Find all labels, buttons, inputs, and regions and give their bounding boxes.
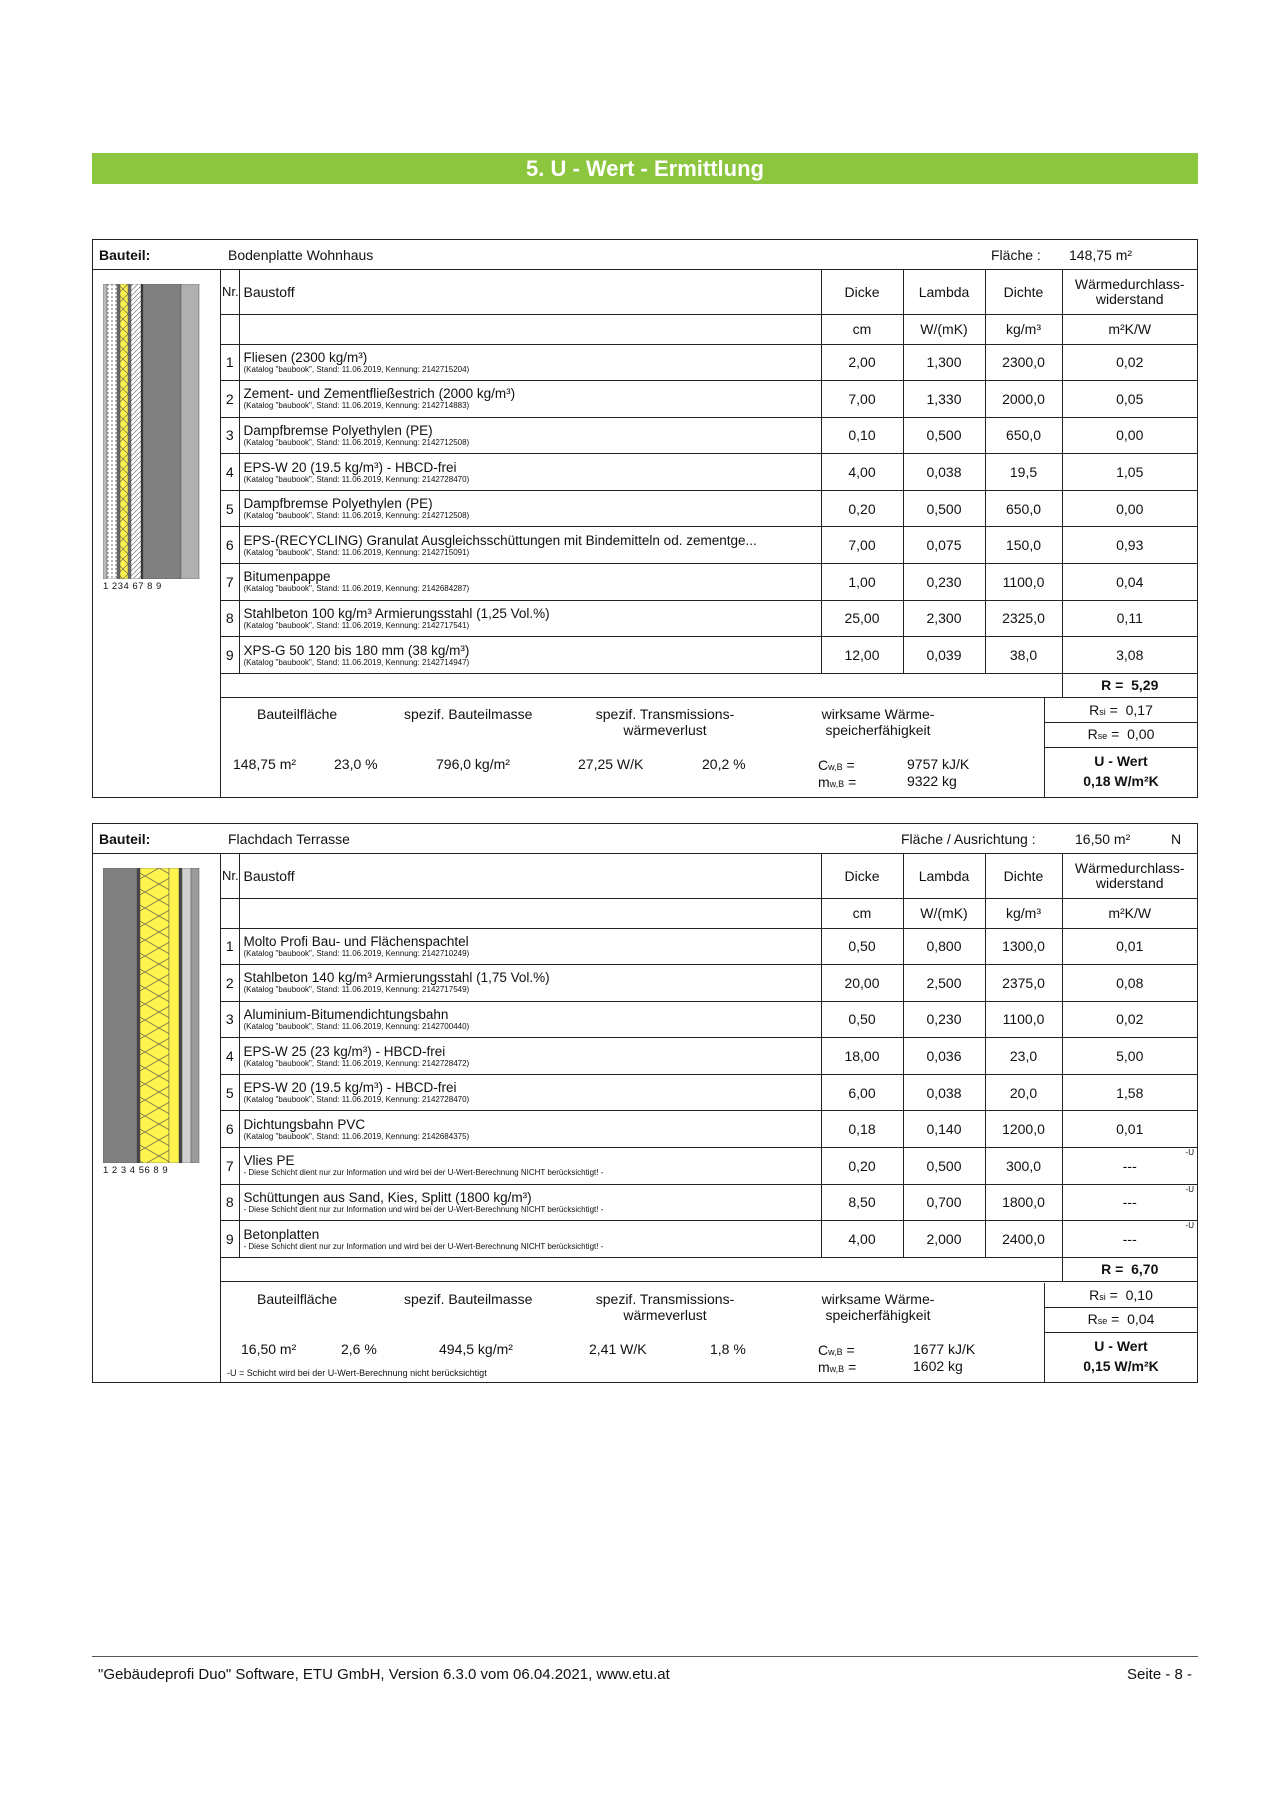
u-value-box (1044, 1283, 1197, 1382)
layer-row (221, 1001, 1197, 1038)
rsi-value: Rsi = 0,10 (1089, 1287, 1153, 1303)
layer-material-name: Dampfbremse Polyethylen (PE) (243, 422, 433, 438)
layer-material-source: (Katalog "baubook", Stand: 11.06.2019, Kennung: 2142715091) (243, 547, 470, 557)
summary-trans-pct: 1,8 % (710, 1341, 746, 1357)
layer-lambda: 1,300 (903, 344, 985, 381)
layer-nr: 3 (221, 417, 239, 454)
layer-material-name: Dichtungsbahn PVC (243, 1116, 366, 1132)
layer-lambda: 2,500 (903, 965, 985, 1002)
rse-value: Rse = 0,04 (1087, 1311, 1155, 1327)
layer-material-source: - Diese Schicht dient nur zur Information und wird bei der U-Wert-Berechnung NICHT berücksichtigt! - (243, 1204, 604, 1214)
layer-material-source: (Katalog "baubook", Stand: 11.06.2019, Kennung: 2142684375) (243, 1131, 470, 1141)
summary-masse-label: spezif. Bauteilmasse (404, 706, 533, 722)
footnote: -U = Schicht wird bei der U-Wert-Berechnung nicht berücksichtigt (227, 1368, 487, 1378)
layer-material-source: (Katalog "baubook", Stand: 11.06.2019, Kennung: 2142714883) (243, 401, 470, 411)
layer-material-name: Fliesen (2300 kg/m³) (243, 349, 368, 365)
r-sum-row (221, 1257, 1197, 1281)
summary-trans-pct: 20,2 % (702, 756, 746, 772)
excluded-tag: -U (1185, 1184, 1194, 1194)
layer-nr: 1 (221, 344, 239, 381)
layer-row (221, 928, 1197, 965)
summary-m-value: 1602 kg (913, 1358, 963, 1374)
summary-trans-value: 27,25 W/K (578, 756, 644, 772)
rse-value: Rse = 0,00 (1087, 726, 1155, 742)
layer-material-source: (Katalog "baubook", Stand: 11.06.2019, Kennung: 2142728470) (243, 474, 470, 484)
bauteil-label: Bauteil: (99, 247, 151, 263)
layer-row (221, 564, 1197, 601)
unit-wdw: m²K/W (1062, 898, 1197, 928)
u-value: 0,15 W/m²K (1083, 1358, 1159, 1374)
bauteil-title-row (93, 240, 1197, 270)
layer-dicke: 18,00 (821, 1038, 903, 1075)
layer-r: 0,02 (1062, 1001, 1197, 1038)
footer-divider (92, 1656, 1198, 1657)
col-dichte-header: Dichte (985, 854, 1062, 898)
unit-lambda: W/(mK) (903, 314, 985, 344)
layer-material-source: - Diese Schicht dient nur zur Information und wird bei der U-Wert-Berechnung NICHT berücksichtigt! - (243, 1168, 604, 1178)
layer-nr: 4 (221, 1038, 239, 1075)
layer-dicke: 20,00 (821, 965, 903, 1002)
layer-material-source: - Diese Schicht dient nur zur Information und wird bei der U-Wert-Berechnung NICHT berücksichtigt! - (243, 1241, 604, 1251)
layer-r: --- -U (1062, 1221, 1197, 1258)
summary-trans-label: spezif. Transmissions- wärmeverlust (595, 1291, 735, 1323)
summary-trans-label: spezif. Transmissions- wärmeverlust (595, 706, 735, 738)
layer-lambda: 0,140 (903, 1111, 985, 1148)
summary-c-value: 9757 kJ/K (907, 756, 970, 772)
flaeche-value: 148,75 m² (1069, 247, 1133, 263)
layer-r: 0,01 (1062, 928, 1197, 965)
col-wdw-header: Wärmedurchlass-widerstand (1062, 854, 1197, 898)
layer-material-source: (Katalog "baubook", Stand: 11.06.2019, Kennung: 2142717549) (243, 985, 470, 995)
layer-material-name: EPS-W 20 (19.5 kg/m³) - HBCD-frei (243, 1080, 457, 1096)
layer-lambda: 0,500 (903, 417, 985, 454)
layer-lambda: 2,000 (903, 1221, 985, 1258)
r-sum-row (221, 673, 1197, 697)
layer-material (239, 1111, 821, 1148)
layer-row (221, 600, 1197, 637)
layer-lambda: 0,036 (903, 1038, 985, 1075)
layer-dicke: 4,00 (821, 1221, 903, 1258)
layer-r: --- -U (1062, 1148, 1197, 1185)
layer-r: 0,08 (1062, 965, 1197, 1002)
layer-nr: 2 (221, 381, 239, 418)
summary-c-label: Cw,B = (818, 757, 855, 773)
footer-page-number: Seite - 8 - (1126, 1666, 1192, 1683)
summary-flaeche-pct: 23,0 % (334, 756, 378, 772)
layer-dicke: 0,50 (821, 1001, 903, 1038)
bauteil-label: Bauteil: (99, 831, 151, 847)
layer-dichte: 20,0 (985, 1074, 1062, 1111)
summary-flaeche-pct: 2,6 % (341, 1341, 377, 1357)
summary-panel (221, 1283, 1197, 1382)
layer-nr: 2 (221, 965, 239, 1002)
layer-material-source: (Katalog "baubook", Stand: 11.06.2019, Kennung: 2142717541) (243, 620, 470, 630)
layer-lambda: 0,038 (903, 1074, 985, 1111)
layer-material (239, 928, 821, 965)
summary-m-label: mw,B = (818, 1359, 857, 1375)
layer-cross-section-graphic (103, 868, 201, 1163)
layer-lambda: 2,300 (903, 600, 985, 637)
layer-material-name: EPS-W 25 (23 kg/m³) - HBCD-frei (243, 1043, 446, 1059)
layer-row (221, 1074, 1197, 1111)
layer-material-name: Molto Profi Bau- und Flächenspachtel (243, 933, 469, 949)
u-value: 0,18 W/m²K (1083, 773, 1159, 789)
summary-masse-label: spezif. Bauteilmasse (404, 1291, 533, 1307)
layer-material-name: EPS-W 20 (19.5 kg/m³) - HBCD-frei (243, 459, 457, 475)
rsi-value: Rsi = 0,17 (1089, 702, 1153, 718)
layer-r: 0,02 (1062, 344, 1197, 381)
layer-material (239, 1038, 821, 1075)
layer-material-name: Dampfbremse Polyethylen (PE) (243, 496, 433, 512)
layer-nr: 1 (221, 928, 239, 965)
layer-material (239, 1148, 821, 1185)
layer-dichte: 23,0 (985, 1038, 1062, 1075)
layer-material (239, 344, 821, 381)
layer-material-name: Bitumenpappe (243, 569, 331, 585)
layer-material (239, 1001, 821, 1038)
layer-numbers: 1 2 3 4 56 8 9 (103, 1165, 169, 1176)
layer-lambda: 0,038 (903, 454, 985, 491)
layer-material-source: (Katalog "baubook", Stand: 11.06.2019, Kennung: 2142728472) (243, 1058, 470, 1068)
layer-row (221, 527, 1197, 564)
layer-nr: 5 (221, 490, 239, 527)
layer-nr: 9 (221, 1221, 239, 1258)
layer-r: 1,58 (1062, 1074, 1197, 1111)
layer-material (239, 1221, 821, 1258)
layer-material-name: XPS-G 50 120 bis 180 mm (38 kg/m³) (243, 642, 470, 658)
layer-row (221, 1111, 1197, 1148)
layer-material (239, 381, 821, 418)
layer-r: 0,01 (1062, 1111, 1197, 1148)
layer-material-source: (Katalog "baubook", Stand: 11.06.2019, Kennung: 2142700440) (243, 1021, 470, 1031)
layer-dicke: 0,20 (821, 1148, 903, 1185)
layer-dichte: 1800,0 (985, 1184, 1062, 1221)
layer-dicke: 2,00 (821, 344, 903, 381)
layer-material-source: (Katalog "baubook", Stand: 11.06.2019, Kennung: 2142710249) (243, 948, 470, 958)
layer-row (221, 1184, 1197, 1221)
table-units-row (221, 314, 1197, 344)
summary-flaeche-label: Bauteilfläche (257, 1291, 338, 1307)
layer-diagram (93, 854, 221, 1382)
layer-diagram (93, 270, 221, 797)
layer-row (221, 1148, 1197, 1185)
bauteil-card-flachdach (92, 823, 1198, 1383)
layer-material-name: Zement- und Zementfließestrich (2000 kg/m³) (243, 386, 516, 402)
page-title: 5. U - Wert - Ermittlung (92, 153, 1198, 184)
layer-material-name: Betonplatten (243, 1226, 320, 1242)
layer-r: 3,08 (1062, 637, 1197, 674)
col-baustoff-header: Baustoff (239, 270, 821, 314)
ausrichtung-value: N (1171, 831, 1182, 847)
layer-nr: 7 (221, 564, 239, 601)
layer-material-name: Vlies PE (243, 1153, 295, 1169)
layer-dicke: 0,10 (821, 417, 903, 454)
layer-material (239, 564, 821, 601)
layer-lambda: 0,700 (903, 1184, 985, 1221)
summary-m-label: mw,B = (818, 774, 857, 790)
layer-r: 0,11 (1062, 600, 1197, 637)
summary-panel (221, 698, 1197, 797)
layer-dichte: 2000,0 (985, 381, 1062, 418)
layer-lambda: 0,500 (903, 1148, 985, 1185)
col-lambda-header: Lambda (903, 270, 985, 314)
col-nr-header: Nr. (221, 854, 239, 898)
table-header-row (221, 270, 1197, 314)
layer-nr: 4 (221, 454, 239, 491)
unit-dicke: cm (821, 314, 903, 344)
layer-r: 0,05 (1062, 381, 1197, 418)
layer-r: 1,05 (1062, 454, 1197, 491)
layer-dichte: 2375,0 (985, 965, 1062, 1002)
layer-material (239, 417, 821, 454)
layer-material (239, 1184, 821, 1221)
flaeche-label: Fläche / Ausrichtung : (901, 831, 1036, 847)
col-wdw-header: Wärmedurchlass-widerstand (1062, 270, 1197, 314)
layer-lambda: 0,039 (903, 637, 985, 674)
bauteil-title-row (93, 824, 1197, 854)
layer-dicke: 8,50 (821, 1184, 903, 1221)
excluded-tag: -U (1185, 1221, 1194, 1231)
summary-m-value: 9322 kg (907, 773, 957, 789)
layer-row (221, 637, 1197, 674)
u-value-box (1044, 698, 1197, 797)
bauteil-card-bodenplatte (92, 239, 1198, 798)
layer-lambda: 0,230 (903, 564, 985, 601)
col-baustoff-header: Baustoff (239, 854, 821, 898)
layer-material (239, 490, 821, 527)
layer-dicke: 12,00 (821, 637, 903, 674)
unit-dicke: cm (821, 898, 903, 928)
layer-row (221, 417, 1197, 454)
excluded-tag: -U (1185, 1148, 1194, 1158)
r-sum: R = 5,29 (1062, 673, 1197, 697)
col-dichte-header: Dichte (985, 270, 1062, 314)
summary-trans-value: 2,41 W/K (589, 1341, 647, 1357)
layer-dichte: 150,0 (985, 527, 1062, 564)
table-header-row (221, 854, 1197, 898)
layer-dichte: 2325,0 (985, 600, 1062, 637)
layer-dichte: 1300,0 (985, 928, 1062, 965)
layer-material-name: Stahlbeton 140 kg/m³ Armierungsstahl (1,75 Vol.%) (243, 970, 550, 986)
layer-material-name: EPS-(RECYCLING) Granulat Ausgleichsschüttungen mit Bindemitteln od. zementge... (243, 532, 757, 548)
layer-numbers: 1 234 67 8 9 (103, 581, 162, 592)
layer-dichte: 1200,0 (985, 1111, 1062, 1148)
layer-dicke: 4,00 (821, 454, 903, 491)
layer-nr: 5 (221, 1074, 239, 1111)
layer-r: 0,93 (1062, 527, 1197, 564)
layer-nr: 7 (221, 1148, 239, 1185)
col-lambda-header: Lambda (903, 854, 985, 898)
layer-material-source: (Katalog "baubook", Stand: 11.06.2019, Kennung: 2142728470) (243, 1095, 470, 1105)
u-value-label: U - Wert (1094, 1338, 1148, 1354)
layer-dicke: 0,18 (821, 1111, 903, 1148)
layer-dichte: 1100,0 (985, 564, 1062, 601)
layer-material-name: Stahlbeton 100 kg/m³ Armierungsstahl (1,25 Vol.%) (243, 605, 550, 621)
layer-row (221, 344, 1197, 381)
layer-dichte: 38,0 (985, 637, 1062, 674)
layer-material (239, 637, 821, 674)
unit-dichte: kg/m³ (985, 314, 1062, 344)
layer-lambda: 0,230 (903, 1001, 985, 1038)
r-sum: R = 6,70 (1062, 1257, 1197, 1281)
summary-speicher-label: wirksame Wärme- speicherfähigkeit (821, 1291, 935, 1323)
layer-dicke: 0,20 (821, 490, 903, 527)
footer-software-info: "Gebäudeprofi Duo" Software, ETU GmbH, Version 6.3.0 vom 06.04.2021, www.etu.at (98, 1666, 670, 1683)
layer-dichte: 2300,0 (985, 344, 1062, 381)
layer-dicke: 25,00 (821, 600, 903, 637)
layer-lambda: 0,800 (903, 928, 985, 965)
flaeche-value: 16,50 m² (1075, 831, 1131, 847)
layer-material-name: Schüttungen aus Sand, Kies, Splitt (1800 kg/m³) (243, 1189, 532, 1205)
layer-material-source: (Katalog "baubook", Stand: 11.06.2019, Kennung: 2142715204) (243, 364, 470, 374)
layer-dicke: 1,00 (821, 564, 903, 601)
layer-r: 0,00 (1062, 417, 1197, 454)
summary-speicher-label: wirksame Wärme- speicherfähigkeit (821, 706, 935, 738)
layer-nr: 6 (221, 527, 239, 564)
layer-material (239, 454, 821, 491)
layer-row (221, 490, 1197, 527)
layer-dicke: 0,50 (821, 928, 903, 965)
layer-nr: 3 (221, 1001, 239, 1038)
table-units-row (221, 898, 1197, 928)
layer-nr: 8 (221, 600, 239, 637)
layer-material (239, 527, 821, 564)
layer-row (221, 965, 1197, 1002)
layer-dichte: 19,5 (985, 454, 1062, 491)
unit-wdw: m²K/W (1062, 314, 1197, 344)
layer-cross-section-graphic (103, 284, 201, 579)
flaeche-label: Fläche : (991, 247, 1041, 263)
layer-nr: 9 (221, 637, 239, 674)
layer-material (239, 600, 821, 637)
layer-material-source: (Katalog "baubook", Stand: 11.06.2019, Kennung: 2142712508) (243, 437, 470, 447)
unit-lambda: W/(mK) (903, 898, 985, 928)
layer-table (221, 270, 1197, 698)
layer-dichte: 300,0 (985, 1148, 1062, 1185)
layer-material (239, 965, 821, 1002)
layer-nr: 6 (221, 1111, 239, 1148)
layer-lambda: 0,500 (903, 490, 985, 527)
summary-c-label: Cw,B = (818, 1342, 855, 1358)
layer-dicke: 7,00 (821, 527, 903, 564)
layer-r: --- -U (1062, 1184, 1197, 1221)
bauteil-name: Flachdach Terrasse (228, 831, 350, 847)
layer-r: 5,00 (1062, 1038, 1197, 1075)
layer-material-name: Aluminium-Bitumendichtungsbahn (243, 1006, 449, 1022)
layer-row (221, 381, 1197, 418)
layer-r: 0,04 (1062, 564, 1197, 601)
layer-material-source: (Katalog "baubook", Stand: 11.06.2019, Kennung: 2142684287) (243, 584, 470, 594)
layer-row (221, 1038, 1197, 1075)
summary-flaeche-value: 148,75 m² (233, 756, 297, 772)
layer-dichte: 650,0 (985, 417, 1062, 454)
layer-r: 0,00 (1062, 490, 1197, 527)
layer-lambda: 0,075 (903, 527, 985, 564)
layer-dichte: 650,0 (985, 490, 1062, 527)
summary-c-value: 1677 kJ/K (913, 1341, 976, 1357)
layer-nr: 8 (221, 1184, 239, 1221)
layer-material-source: (Katalog "baubook", Stand: 11.06.2019, Kennung: 2142714947) (243, 657, 470, 667)
summary-masse-value: 796,0 kg/m² (436, 756, 510, 772)
summary-flaeche-value: 16,50 m² (241, 1341, 297, 1357)
col-nr-header: Nr. (221, 270, 239, 314)
col-dicke-header: Dicke (821, 854, 903, 898)
layer-dichte: 1100,0 (985, 1001, 1062, 1038)
layer-dicke: 6,00 (821, 1074, 903, 1111)
layer-row (221, 454, 1197, 491)
bauteil-name: Bodenplatte Wohnhaus (228, 247, 374, 263)
summary-flaeche-label: Bauteilfläche (257, 706, 338, 722)
u-value-label: U - Wert (1094, 753, 1148, 769)
unit-dichte: kg/m³ (985, 898, 1062, 928)
layer-table (221, 854, 1197, 1282)
layer-dicke: 7,00 (821, 381, 903, 418)
layer-row (221, 1221, 1197, 1258)
layer-material-source: (Katalog "baubook", Stand: 11.06.2019, Kennung: 2142712508) (243, 511, 470, 521)
layer-material (239, 1074, 821, 1111)
layer-dichte: 2400,0 (985, 1221, 1062, 1258)
col-dicke-header: Dicke (821, 270, 903, 314)
summary-masse-value: 494,5 kg/m² (439, 1341, 513, 1357)
layer-lambda: 1,330 (903, 381, 985, 418)
